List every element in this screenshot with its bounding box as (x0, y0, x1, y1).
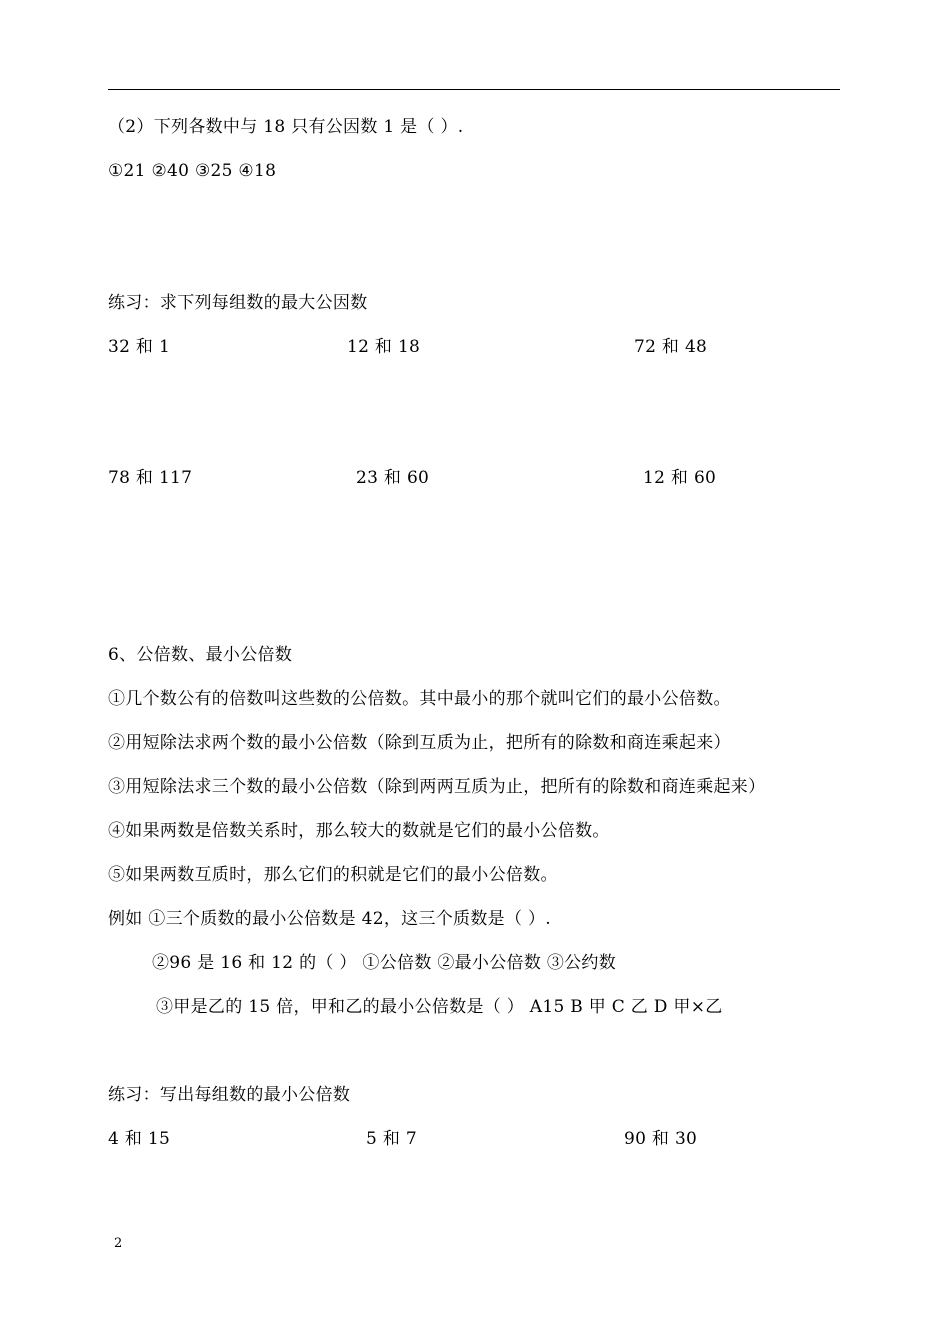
exercise2-item: 90 和 30 (624, 1129, 698, 1149)
section6-example: 例如 ①三个质数的最小公倍数是 42，这三个质数是（ ）. (108, 909, 551, 929)
q2-question: （2）下列各数中与 18 只有公因数 1 是（ ）. (108, 117, 464, 137)
section6-example: ②96 是 16 和 12 的（ ） ①公倍数 ②最小公倍数 ③公约数 (152, 953, 617, 973)
exercise1-item: 12 和 18 (347, 337, 421, 357)
section6-point: ⑤如果两数互质时，那么它们的积就是它们的最小公倍数。 (108, 865, 558, 885)
section6-point: ①几个数公有的倍数叫这些数的公倍数。其中最小的那个就叫它们的最小公倍数。 (108, 689, 731, 709)
page-number: 2 (114, 1236, 123, 1251)
header-rule (108, 89, 840, 90)
exercise1-item: 32 和 1 (108, 337, 171, 357)
exercise1-item: 78 和 117 (108, 468, 193, 488)
section6-example: ③甲是乙的 15 倍，甲和乙的最小公倍数是（ ） A15 B 甲 C 乙 D 甲×乙 (156, 997, 723, 1017)
exercise1-item: 12 和 60 (643, 468, 717, 488)
section6-title: 6、公倍数、最小公倍数 (108, 645, 293, 665)
section6-point: ④如果两数是倍数关系时，那么较大的数就是它们的最小公倍数。 (108, 821, 610, 841)
exercise2-title: 练习：写出每组数的最小公倍数 (108, 1085, 351, 1105)
exercise2-item: 5 和 7 (366, 1129, 417, 1149)
exercise1-title: 练习：求下列每组数的最大公因数 (108, 293, 368, 313)
q2-options: ①21 ②40 ③25 ④18 (108, 161, 277, 181)
section6-point: ③用短除法求三个数的最小公倍数（除到两两互质为止，把所有的除数和商连乘起来） (108, 777, 766, 797)
exercise1-item: 23 和 60 (356, 468, 430, 488)
exercise1-item: 72 和 48 (634, 337, 708, 357)
exercise2-item: 4 和 15 (108, 1129, 171, 1149)
section6-point: ②用短除法求两个数的最小公倍数（除到互质为止，把所有的除数和商连乘起来） (108, 733, 731, 753)
